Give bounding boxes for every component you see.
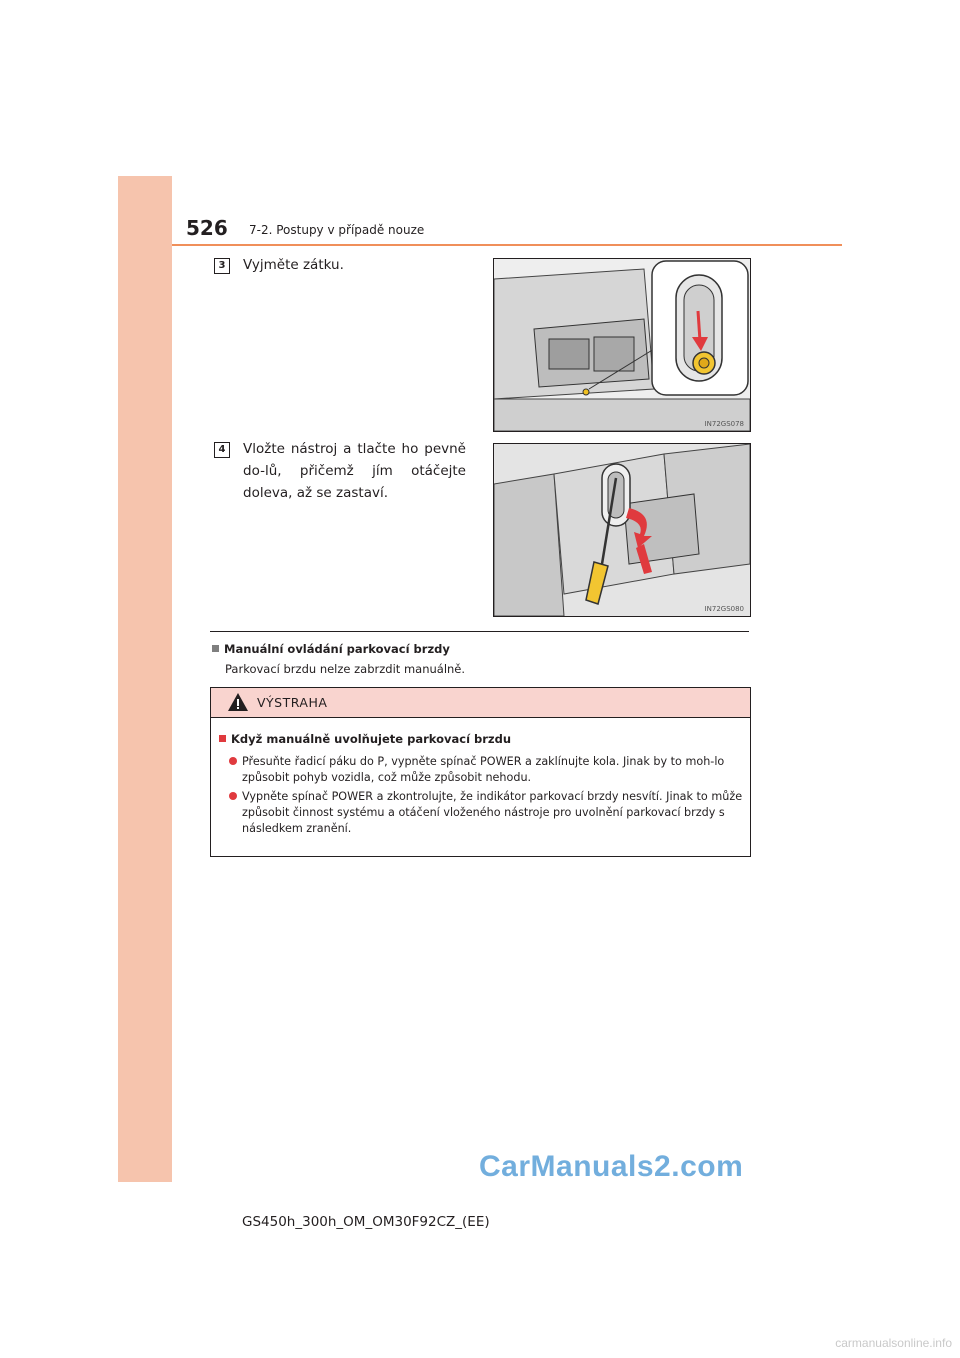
bullet-icon (229, 792, 237, 800)
bullet-icon (229, 757, 237, 765)
chapter-title: 7-2. Postupy v případě nouze (249, 223, 425, 237)
section-rule (210, 631, 749, 632)
red-square-icon (219, 735, 226, 742)
footer-code: GS450h_300h_OM_OM30F92CZ_(EE) (242, 1214, 490, 1230)
warning-item: Vypněte spínač POWER a zkontrolujte, že indikátor parkovací brzdy nesvítí. Jinak to může způsobit činnost systému a otáčení vloženého nástroje pro uvolnění parkovací brzdy s následkem zranění. (229, 789, 757, 837)
step-text-3: Vyjměte zátku. (243, 257, 344, 273)
trunk-plug-illustration (494, 259, 750, 431)
figure-insert-tool (493, 443, 751, 617)
page-number: 526 (186, 216, 228, 240)
section-body: Parkovací brzdu nelze zabrzdit manuálně. (225, 662, 466, 676)
gray-square-icon (212, 645, 219, 652)
section-title: Manuální ovládání parkovací brzdy (212, 642, 450, 656)
figure-remove-plug (493, 258, 751, 432)
warning-triangle-icon (227, 692, 249, 712)
header-rule (172, 244, 842, 246)
watermark: CarManuals2.com (479, 1150, 744, 1183)
figure-code: IN72GS080 (704, 605, 744, 613)
step-text-4: Vložte nástroj a tlačte ho pevně do-lů, přičemž jím otáčejte doleva, až se zastaví. (243, 441, 466, 501)
watermark-small: carmanualsonline.info (835, 1336, 952, 1350)
figure-code: IN72GS078 (704, 420, 744, 428)
warning-label: VÝSTRAHA (257, 695, 328, 710)
warning-item: Přesuňte řadicí páku do P, vypněte spínač POWER a zaklínujte kola. Jinak by to moh-lo způsobit pohyb vozidla, což může způsobit nehodu. (229, 754, 757, 786)
warning-box (210, 687, 751, 857)
step-badge-3: 3 (214, 258, 230, 274)
step-badge-4: 4 (214, 442, 230, 458)
tool-insert-illustration (494, 444, 750, 616)
warning-title: Když manuálně uvolňujete parkovací brzdu (219, 732, 511, 746)
warning-header (211, 688, 750, 718)
side-band (118, 176, 172, 1182)
